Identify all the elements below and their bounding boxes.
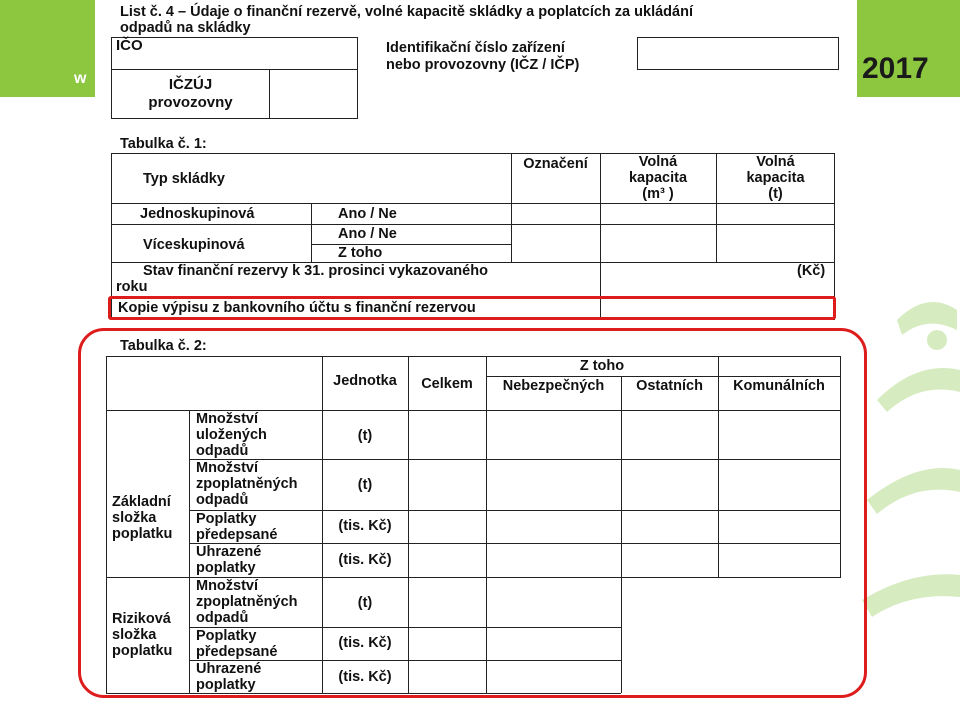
t1-header-volna-t: Volná kapacita (t) [746,154,805,202]
decorative-swirl-icon [857,280,960,705]
t2-header-jednotka: Jednotka [333,373,397,389]
ico-label: IČO [116,37,143,54]
t2-row-unit: (t) [357,428,373,444]
t2-header-ztoho: Z toho [579,358,625,374]
t1-row-vice-value1: Ano / Ne [338,226,397,242]
t1-row-vice-value2: Z toho [338,245,383,261]
t2-row-unit: (t) [357,595,373,611]
t2-header-celkem: Celkem [421,376,473,392]
t2-row-label: Množství uložených odpadů [196,411,267,459]
t1-header-oznaceni: Označení [523,156,588,172]
t1-row-vice: Víceskupinová [143,237,245,253]
t1-header-type: Typ skládky [143,171,225,187]
form-title-line1: List č. 4 – Údaje o finanční rezervě, volné kapacitě skládky a poplatcích za ukládání [120,4,693,20]
t1-header-volna-m3: Volná kapacita (m³ ) [628,154,688,202]
t2-row-label: Poplatky předepsané [196,628,278,660]
iczuj-label: IČZÚJ provozovny [148,76,233,111]
t2-row-label: Uhrazené poplatky [196,544,262,576]
id-label-line1: Identifikační číslo zařízení [386,40,565,56]
t2-row-unit: (tis. Kč) [338,669,392,685]
highlight-kopie-row [108,296,836,320]
id-label-line2: nebo provozovny (IČZ / IČP) [386,57,580,73]
t1-row-stav-unit: (Kč) [797,263,826,279]
t2-row-label: Uhrazené poplatky [196,661,262,693]
slide-year: 2017 [862,52,929,85]
t2-row-unit: (tis. Kč) [338,552,392,568]
t2-group-rizikova: Riziková složka poplatku [112,611,173,659]
t2-header-nebezpecnych: Nebezpečných [502,378,605,394]
t1-row-jedno: Jednoskupinová [140,206,255,222]
t2-row-label: Množství zpoplatněných odpadů [196,578,298,626]
t2-header-komunalnich: Komunálních [733,378,825,394]
header-letter: w [74,70,87,87]
id-input-box[interactable] [637,37,839,70]
t1-row-jedno-value: Ano / Ne [338,206,397,222]
t1-row-kopie: Kopie výpisu z bankovního účtu s finanční rezervou [118,300,476,316]
highlight-table2 [78,328,867,698]
t1-row-stav: Stav finanční rezervy k 31. prosinci vykazovaného roku [116,263,488,295]
form-title-line2: odpadů na skládky [120,20,251,36]
t2-header-ostatnich: Ostatních [636,378,703,394]
table1-caption: Tabulka č. 1: [120,136,207,152]
t2-row-unit: (tis. Kč) [338,518,392,534]
t2-group-zakladni: Základní složka poplatku [112,494,173,542]
t2-row-unit: (tis. Kč) [338,635,392,651]
t2-row-label: Množství zpoplatněných odpadů [196,460,298,508]
t2-row-unit: (t) [357,477,373,493]
t2-row-label: Poplatky předepsané [196,511,278,543]
table2-caption: Tabulka č. 2: [120,338,207,354]
